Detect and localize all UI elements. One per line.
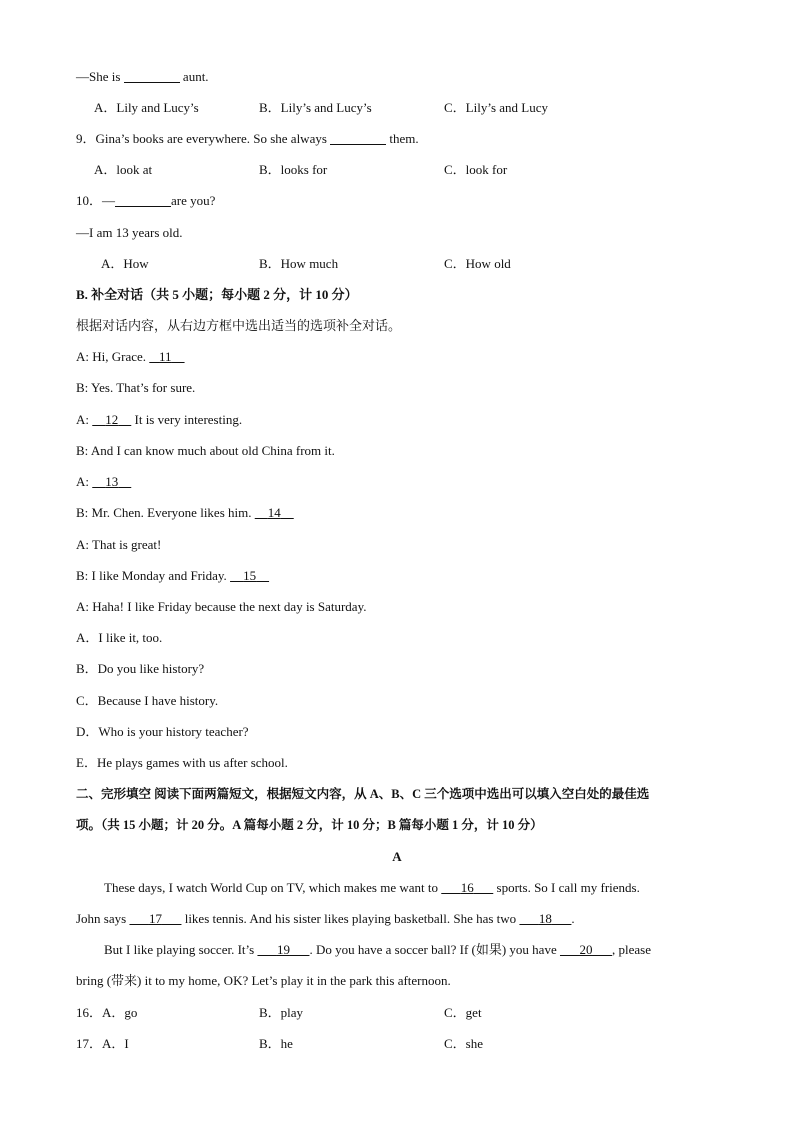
blank-19[interactable]	[257, 942, 309, 957]
q8-stem-prefix: —She is	[76, 69, 121, 84]
dialogue-line-9: A: Haha! I like Friday because the next day is Saturday.	[76, 599, 367, 614]
q10-reply: —I am 13 years old.	[76, 225, 183, 240]
passage-text: But I like playing soccer. It’s	[104, 942, 255, 957]
choice-e[interactable]: E．He plays games with us after school.	[76, 755, 288, 770]
q9-blank[interactable]	[330, 132, 386, 145]
blank-number: 12	[105, 412, 119, 427]
choice-d[interactable]: D．Who is your history teacher?	[76, 724, 249, 739]
q10-blank[interactable]	[115, 194, 171, 207]
q10-stem	[76, 193, 215, 209]
dialogue-line-2: B: Yes. That’s for sure.	[76, 380, 196, 395]
passage-text: These days, I watch World Cup on TV, which makes me want to	[104, 880, 439, 895]
dialogue-line-8	[76, 568, 269, 584]
section-b-title: B. 补全对话（共 5 小题；每小题 2 分，计 10 分）	[76, 287, 358, 302]
dialogue-line-3	[76, 412, 242, 428]
choice-b[interactable]: B．Do you like history?	[76, 661, 205, 676]
passage-text: John says	[76, 911, 127, 926]
blank-12[interactable]	[92, 412, 131, 427]
dialogue-text: B: I like Monday and Friday.	[76, 568, 227, 583]
part2-heading-line2: 项。（共 15 小题；计 20 分。A 篇每小题 2 分，计 10 分；B 篇每小题 1 分，计 10 分）	[76, 818, 543, 832]
passage-p2-line1	[104, 942, 651, 958]
q10-option-b[interactable]: B．How much	[259, 256, 339, 271]
q10-stem-suffix: are you?	[171, 193, 216, 208]
q17-option-b[interactable]: B．he	[259, 1036, 293, 1051]
dialogue-line-4: B: And I can know much about old China from it.	[76, 443, 335, 458]
q17-option-c[interactable]: C．she	[444, 1036, 484, 1051]
q8-option-b[interactable]: B．Lily’s and Lucy’s	[259, 100, 372, 115]
q9-option-a[interactable]: A．look at	[94, 162, 153, 177]
q9-option-c[interactable]: C．look for	[444, 162, 508, 177]
q9-stem-prefix: 9．Gina’s books are everywhere. So she always	[76, 131, 327, 146]
q17-option-a[interactable]: 17．A．I	[76, 1036, 129, 1051]
q8-stem	[76, 69, 209, 85]
dialogue-line-6	[76, 505, 294, 521]
blank-number: 19	[276, 942, 290, 957]
q9-stem-suffix: them.	[389, 131, 419, 146]
blank-13[interactable]	[92, 474, 131, 489]
passage-text: . Do you have a soccer ball? If (如果) you have	[309, 942, 557, 957]
dialogue-text: It is very interesting.	[134, 412, 243, 427]
q16-option-a[interactable]: 16．A．go	[76, 1005, 138, 1020]
q8-stem-suffix: aunt.	[182, 69, 209, 84]
passage-p1-line2	[76, 911, 575, 927]
blank-number: 14	[267, 505, 281, 520]
passage-p2-line2: bring (带来) it to my home, OK? Let’s play it in the park this afternoon.	[76, 973, 451, 988]
blank-number: 11	[159, 349, 172, 364]
passage-p1-line1	[104, 880, 640, 896]
choice-c[interactable]: C．Because I have history.	[76, 693, 219, 708]
q8-blank[interactable]	[124, 70, 180, 83]
blank-number: 15	[243, 568, 257, 583]
dialogue-line-7: A: That is great!	[76, 537, 162, 552]
passage-text: , please	[611, 942, 651, 957]
dialogue-text: A:	[76, 412, 89, 427]
passage-text: likes tennis. And his sister likes playing basketball. She has two	[184, 911, 517, 926]
blank-number: 17	[148, 911, 162, 926]
q9-option-b[interactable]: B．looks for	[259, 162, 328, 177]
blank-20[interactable]	[560, 942, 612, 957]
blank-number: 13	[105, 474, 119, 489]
blank-16[interactable]	[441, 880, 493, 895]
dialogue-text: A: Hi, Grace.	[76, 349, 147, 364]
blank-11[interactable]	[149, 349, 184, 364]
q9-stem	[76, 131, 419, 147]
q8-option-a[interactable]: A．Lily and Lucy’s	[94, 100, 199, 115]
q8-option-c[interactable]: C．Lily’s and Lucy	[444, 100, 548, 115]
dialogue-line-5	[76, 474, 131, 490]
q10-stem-prefix: 10．—	[76, 193, 116, 208]
q10-option-c[interactable]: C．How old	[444, 256, 511, 271]
blank-number: 18	[538, 911, 552, 926]
dialogue-line-1	[76, 349, 185, 365]
section-b-instruction: 根据对话内容，从右边方框中选出适当的选项补全对话。	[76, 318, 402, 333]
passage-label: A	[392, 849, 402, 864]
blank-18[interactable]	[519, 911, 571, 926]
q16-option-b[interactable]: B．play	[259, 1005, 304, 1020]
q10-option-a[interactable]: A．How	[101, 256, 149, 271]
passage-text: .	[571, 911, 575, 926]
choice-a[interactable]: A．I like it, too.	[76, 630, 163, 645]
part2-heading-line1: 二、完形填空 阅读下面两篇短文，根据短文内容，从 A、B、C 三个选项中选出可以填入空白处的最佳选	[76, 787, 650, 801]
dialogue-text: A:	[76, 474, 89, 489]
dialogue-text: B: Mr. Chen. Everyone likes him.	[76, 505, 252, 520]
q16-option-c[interactable]: C．get	[444, 1005, 482, 1020]
blank-15[interactable]	[230, 568, 269, 583]
blank-17[interactable]	[129, 911, 181, 926]
blank-14[interactable]	[255, 505, 294, 520]
blank-number: 20	[579, 942, 593, 957]
passage-text: sports. So I call my friends.	[496, 880, 640, 895]
blank-number: 16	[460, 880, 474, 895]
